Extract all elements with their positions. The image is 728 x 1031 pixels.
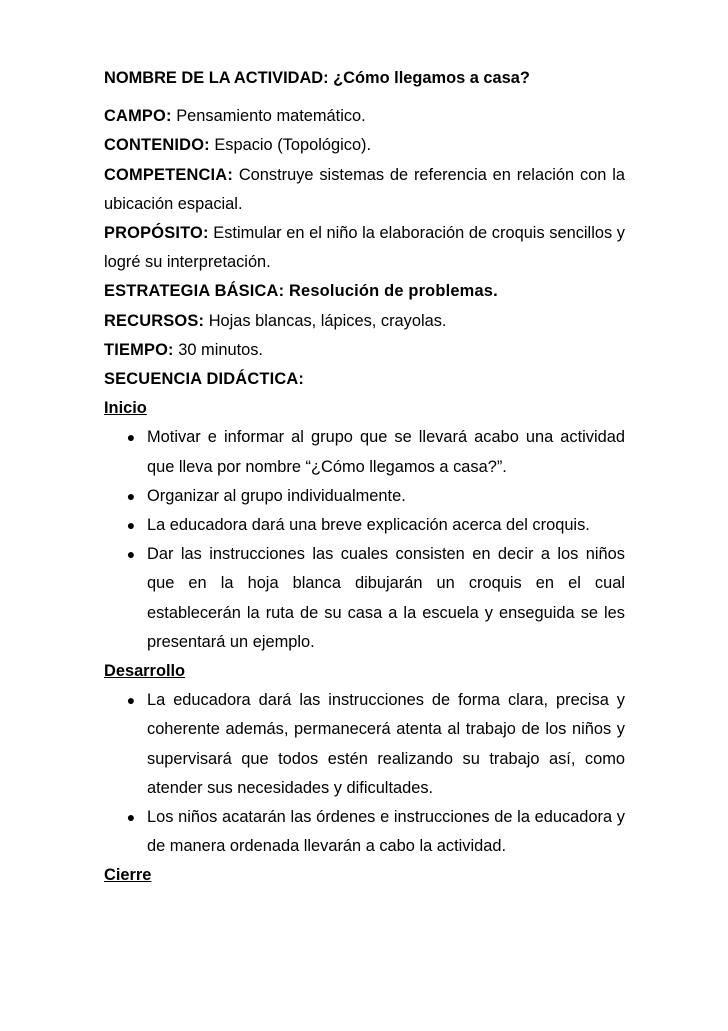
list-item-text: Motivar e informar al grupo que se llevará acabo una actividad que lleva por nombre “¿Cómo llegamos a casa?”. (147, 428, 625, 476)
field-label: SECUENCIA DIDÁCTICA: (104, 370, 305, 389)
field-label: COMPETENCIA: (104, 165, 233, 184)
list-item-text: Organizar al grupo individualmente. (147, 486, 406, 505)
field-tiempo (104, 336, 625, 365)
field-secuencia (104, 365, 625, 394)
field-label: CAMPO: (104, 107, 172, 126)
bullet-list-inicio (104, 423, 625, 657)
field-value: Construye sistemas de referencia en relación con la ubicación espacial. (104, 165, 625, 213)
field-label: CONTENIDO: (104, 136, 210, 155)
section-heading-inicio: Inicio (104, 399, 147, 418)
bullet-list-desarrollo (104, 686, 625, 861)
list-item-text: La educadora dará las instrucciones de forma clara, precisa y coherente además, permanecerá atenta al trabajo de los niños y supervisará que todos estén realizando su trabajo así, como atender sus necesidades y dificultades. (147, 691, 625, 797)
field-competencia (104, 161, 625, 219)
list-item-text: Dar las instrucciones las cuales consisten en decir a los niños que en la hoja blanca dibujarán un croquis en el cual establecerán la ruta de su casa a la escuela y enseguida se les presentará un ejemplo. (147, 545, 625, 651)
field-label: PROPÓSITO: (104, 224, 209, 243)
list-item (126, 540, 625, 657)
field-value: 30 minutos. (173, 340, 263, 359)
list-item (126, 803, 625, 861)
activity-title: NOMBRE DE LA ACTIVIDAD: ¿Cómo llegamos a casa? (104, 69, 530, 87)
field-recursos (104, 307, 625, 336)
field-label: TIEMPO: (104, 340, 174, 359)
field-proposito (104, 219, 625, 277)
field-value: Pensamiento matemático. (171, 107, 366, 126)
bullet-icon: ● (126, 809, 136, 826)
section-heading-desarrollo: Desarrollo (104, 662, 186, 681)
field-list (104, 102, 625, 394)
field-campo (104, 102, 625, 131)
list-item (126, 423, 625, 481)
field-value: Estimular en el niño la elaboración de croquis sencillos y logré su interpretación. (104, 224, 625, 272)
list-item-text: Los niños acatarán las órdenes e instrucciones de la educadora y de manera ordenada llevarán a cabo la actividad. (147, 808, 625, 856)
field-label: ESTRATEGIA BÁSICA: Resolución de problemas. (104, 282, 498, 301)
section-heading-cierre: Cierre (104, 866, 152, 885)
field-value: Hojas blancas, lápices, crayolas. (204, 311, 447, 330)
list-item (126, 482, 625, 511)
field-contenido (104, 131, 625, 160)
list-item (126, 686, 625, 803)
bullet-icon: ● (126, 546, 136, 563)
list-item (126, 511, 625, 540)
field-label: RECURSOS: (104, 311, 205, 330)
list-item-text: La educadora dará una breve explicación acerca del croquis. (147, 516, 590, 535)
bullet-icon: ● (126, 692, 136, 709)
bullet-icon: ● (126, 487, 136, 504)
field-estrategia (104, 277, 625, 306)
bullet-icon: ● (126, 429, 136, 446)
field-value: Espacio (Topológico). (209, 136, 372, 155)
bullet-icon: ● (126, 517, 136, 534)
